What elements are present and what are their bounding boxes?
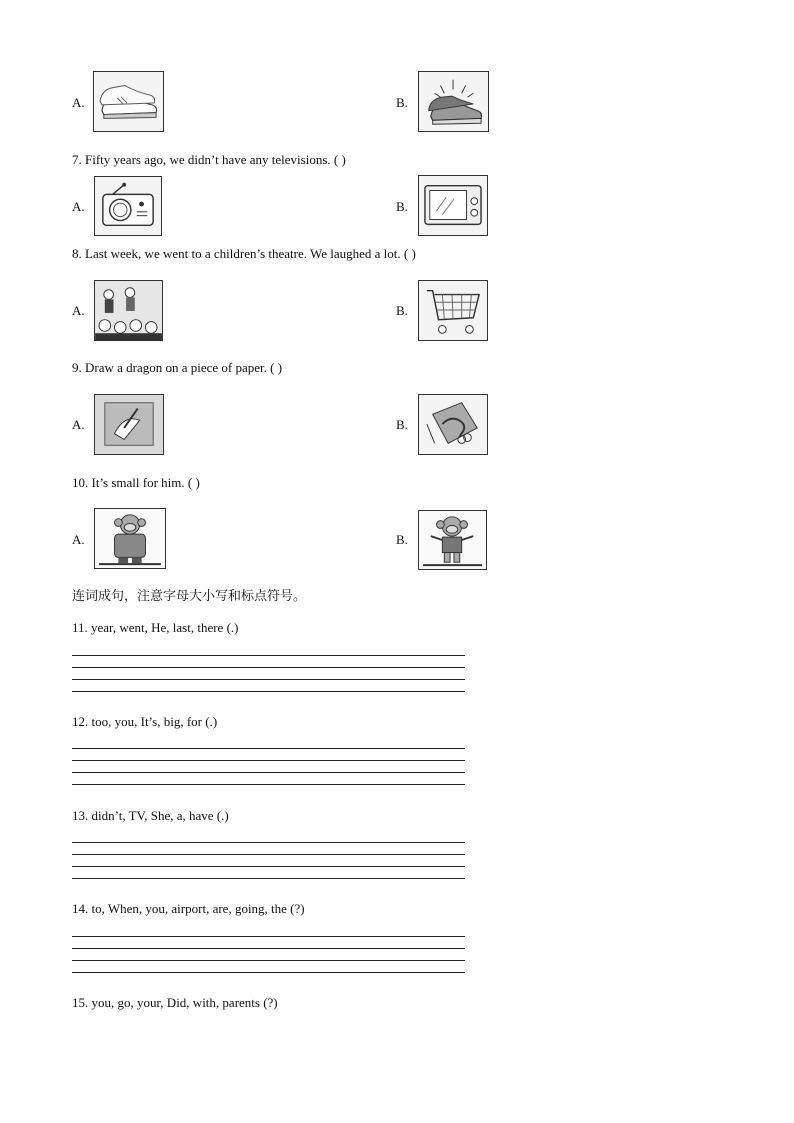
radio-illustration: [94, 176, 162, 236]
monkey-big-clothes-illustration: [94, 508, 166, 569]
microwave-illustration: [418, 175, 488, 236]
question-14-text: 14. to, When, you, airport, are, going, the (?): [72, 901, 305, 916]
answer-lines-13[interactable]: [72, 842, 465, 890]
option-a-label: A.: [72, 199, 85, 214]
option-a-label: A.: [72, 95, 85, 110]
option-b-label: B.: [396, 417, 408, 432]
section-heading: 连词成句，注意字母大小写和标点符号。: [72, 589, 307, 604]
option-b-label: B.: [396, 303, 408, 318]
theatre-audience-illustration: [94, 280, 163, 341]
new-shoes-illustration: [418, 71, 489, 132]
option-a-label: A.: [72, 532, 85, 547]
option-a-label: A.: [72, 417, 85, 432]
sneakers-illustration: [93, 71, 164, 132]
question-10-text: 10. It’s small for him. ( ): [72, 475, 200, 490]
question-9-text: 9. Draw a dragon on a piece of paper. ( ): [72, 360, 283, 375]
drawing-illustration: [94, 394, 164, 455]
question-11-text: 11. year, went, He, last, there (.): [72, 620, 239, 635]
question-8-text: 8. Last week, we went to a children’s theatre. We laughed a lot. ( ): [72, 246, 416, 261]
question-7-text: 7. Fifty years ago, we didn’t have any televisions. ( ): [72, 152, 346, 167]
option-b-label: B.: [396, 199, 408, 214]
shopping-cart-illustration: [418, 280, 488, 341]
option-b-label: B.: [396, 532, 408, 547]
answer-lines-12[interactable]: [72, 748, 465, 796]
question-12-text: 12. too, you, It’s, big, for (.): [72, 714, 218, 729]
question-13-text: 13. didn’t, TV, She, a, have (.): [72, 808, 229, 823]
answer-lines-11[interactable]: [72, 655, 465, 703]
monkey-small-clothes-illustration: [418, 510, 487, 570]
option-b-label: B.: [396, 95, 408, 110]
dragon-painting-illustration: [418, 394, 488, 455]
option-a-label: A.: [72, 303, 85, 318]
question-15-text: 15. you, go, your, Did, with, parents (?): [72, 995, 278, 1010]
answer-lines-14[interactable]: [72, 936, 465, 984]
